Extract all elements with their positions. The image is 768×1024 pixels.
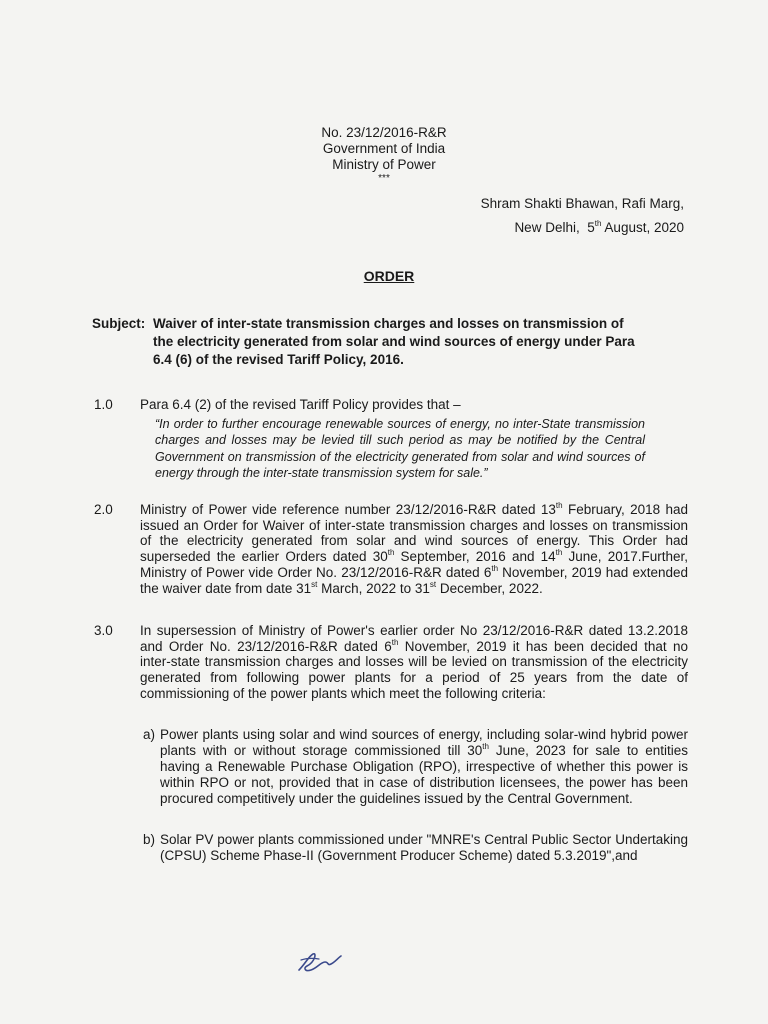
para-3-text — [140, 623, 688, 702]
para-1-number: 1.0 — [94, 397, 113, 412]
government-name: Government of India — [322, 141, 446, 156]
header-separator: *** — [378, 173, 390, 184]
reference-number: No. 23/12/2016-R&R — [321, 125, 447, 140]
ordinal-suffix: th — [491, 563, 499, 573]
ordinal-suffix: th — [555, 548, 563, 558]
item-a-text — [160, 727, 688, 807]
text-run: June, 2017.Further, Ministry of Power vide Order No. 23/12/2016-R&R dated 6 — [140, 549, 688, 580]
subject-line: 6.4 (6) of the revised Tariff Policy, 2016. — [153, 352, 404, 367]
subject-line: Waiver of inter-state transmission charges and losses on transmission of — [153, 316, 624, 331]
item-b-text: Solar PV power plants commissioned under "MNRE's Central Public Sector Undertaking (CPSU) Scheme Phase-II (Government Producer Scheme) dated 5.3.2019",and — [160, 832, 688, 864]
text-run: June, 2023 for sale to entities having a Renewable Purchase Obligation (RPO), irrespective of whether this power is within RPO or not, provided that in case of distribution licensees, the power has been procured competitively under the guidelines issued by the Central Government. — [160, 743, 688, 807]
date-rest: August, 2020 — [601, 220, 684, 235]
text-run: December, 2022. — [436, 580, 543, 596]
subject-label: Subject: — [92, 316, 146, 331]
para-1-text: Para 6.4 (2) of the revised Tariff Policy provides that – — [140, 397, 461, 412]
ordinal-suffix: th — [555, 501, 563, 510]
text-run: September, 2016 and 14 — [394, 549, 556, 565]
item-a-label: a) — [143, 727, 156, 742]
place: New Delhi, — [514, 220, 580, 235]
address-line: Shram Shakti Bhawan, Rafi Marg, — [480, 196, 684, 211]
item-b-label: b) — [143, 832, 156, 847]
ordinal-suffix: th — [387, 548, 395, 558]
ordinal-suffix: th — [391, 637, 399, 647]
ordinal-suffix: st — [311, 579, 318, 589]
para-3-number: 3.0 — [94, 623, 113, 638]
initials-signature — [295, 946, 345, 976]
text-run: In supersession of Ministry of Power's earlier order No 23/12/2016-R&R dated 13.2.2018 and Order No. 23/12/2016-R&R dated 6 — [140, 623, 688, 654]
subject-line: the electricity generated from solar and wind sources of energy under Para — [153, 334, 635, 349]
date-day: 5 — [587, 220, 595, 235]
para-2-number: 2.0 — [94, 502, 113, 517]
ordinal-suffix: th — [482, 742, 489, 752]
signature-stroke — [301, 958, 319, 960]
subject-text — [153, 315, 693, 369]
text-run: November, 2019 had extended the waiver date from date 31 — [140, 564, 688, 596]
text-run: Power plants using solar and wind sources of energy, including solar-wind hybrid power plants with or without storage commissioned till 30 — [160, 727, 688, 759]
order-title: ORDER — [363, 268, 415, 284]
para-2-text — [140, 502, 688, 596]
ordinal-suffix: st — [429, 579, 437, 589]
text-run: Ministry of Power vide reference number 23/12/2016-R&R dated 13 — [140, 502, 556, 517]
text-run: March, 2022 to 31 — [317, 580, 430, 596]
place-date-line — [514, 219, 684, 237]
text-run: November, 2019 it has been decided that no inter-state transmission charges and losses will be levied on transmission of the electricity generated from following power plants for a period of 25 years from the date of commissioning of the power plants which meet the following criteria: — [140, 638, 688, 701]
signature-stroke — [299, 954, 341, 971]
date-suffix: th — [594, 219, 602, 228]
ministry-name: Ministry of Power — [332, 157, 436, 172]
text-run: February, 2018 had issued an Order for Waiver of inter-state transmission charges and losses on transmission of the electricity generated from solar and wind sources of energy. This Order had superseded the earlier Orders dated 30 — [140, 502, 689, 565]
tariff-policy-quote: “In order to further encourage renewable sources of energy, no inter-State transmission charges and losses may be levied till such period as may be notified by the Central Government on transmission of the electricity generated from solar and wind sources of energy through the inter-state transmission system for sale.” — [155, 417, 645, 480]
